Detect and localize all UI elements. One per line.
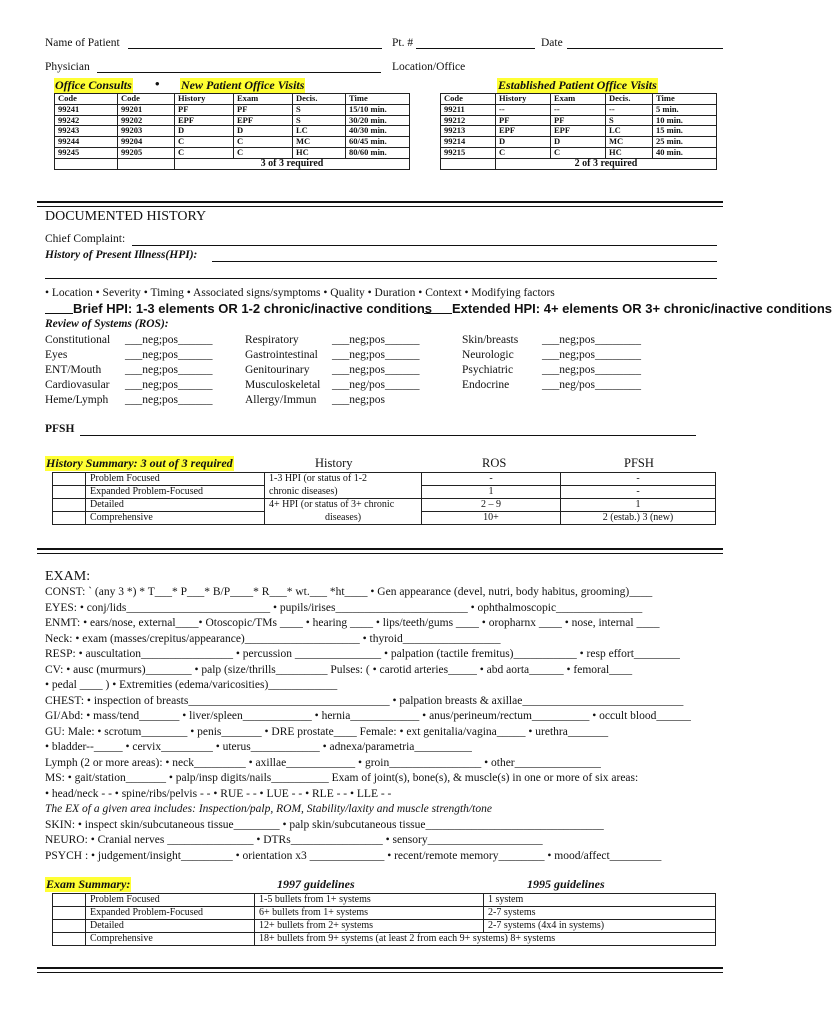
table-row <box>441 147 717 158</box>
cell: 60/45 min. <box>346 137 410 148</box>
cell: HC <box>606 147 653 158</box>
table-header-cell: History <box>496 94 551 105</box>
exam-line-lymph: Lymph (2 or more areas): • neck_________ • axillae____________ • groin________________ • other_______________ <box>45 756 601 769</box>
pfsh-field[interactable] <box>80 435 696 436</box>
physician-label: Physician <box>45 61 90 73</box>
table-row <box>53 486 716 499</box>
cell <box>118 158 175 169</box>
cell <box>53 512 86 525</box>
cell: LC <box>606 126 653 137</box>
table-row <box>55 137 410 148</box>
cell: MC <box>293 137 346 148</box>
cell: 99242 <box>55 115 118 126</box>
ros-column-3 <box>462 333 641 393</box>
table-header-cell: Code <box>441 94 496 105</box>
exam-line-cv: CV: • ausc (murmurs)________ • palp (size/thrills_________ Pulses: ( • carotid arteries_____ • abd aorta______ • femoral____ <box>45 663 633 676</box>
cell: EPF <box>551 126 606 137</box>
new-patient-code-table <box>54 93 410 170</box>
guidelines-1997-header: 1997 guidelines <box>277 877 355 891</box>
cell: 2-7 systems <box>484 907 716 920</box>
cell: 18+ bullets from 9+ systems (at least 2 from each 9+ systems) 8+ systems <box>255 933 716 946</box>
table-header-cell: Exam <box>551 94 606 105</box>
cell: C <box>175 137 234 148</box>
ros-item: Neurologic ___neg;pos________ <box>462 349 642 361</box>
cell: 15/10 min. <box>346 104 410 115</box>
cell: -- <box>606 104 653 115</box>
cell: - <box>561 486 716 499</box>
table-row <box>55 147 410 158</box>
exam-line-gu-2: • bladder--_____ • cervix_________ • uterus____________ • adnexa/parametria__________ <box>45 741 472 753</box>
cell <box>53 933 86 946</box>
cell: Comprehensive <box>86 933 255 946</box>
ros-item: ENT/Mouth ___neg;pos______ <box>45 364 213 376</box>
cell: 99202 <box>118 115 175 126</box>
ros-item: Heme/Lymph ___neg;pos______ <box>45 394 213 406</box>
cell: EPF <box>175 115 234 126</box>
cell: D <box>175 126 234 137</box>
table-row <box>55 126 410 137</box>
cell: MC <box>606 137 653 148</box>
cell: -- <box>496 104 551 115</box>
ros-item: Skin/breasts ___neg;pos________ <box>462 334 642 346</box>
physician-field[interactable] <box>97 72 381 73</box>
table-header-cell: Decis. <box>293 94 346 105</box>
table-row <box>53 907 716 920</box>
bullet-icon: • <box>155 76 160 91</box>
cell: D <box>496 137 551 148</box>
table-row <box>441 158 717 169</box>
exam-summary-title: Exam Summary: <box>46 877 131 891</box>
table-row <box>53 499 716 512</box>
cell: 5 min. <box>653 104 717 115</box>
exam-line-psych: PSYCH : • judgement/insight_________ • orientation x3 _____________ • recent/remote memory________ • mood/affect_________ <box>45 849 662 862</box>
cell <box>55 158 118 169</box>
exam-line-enmt: ENMT: • ears/nose, external____• Otoscopic/TMs ____ • hearing ____ • lips/teeth/gums ____ • oropharnx ____ • nose, internal ____ <box>45 617 660 629</box>
patient-name-label: Name of Patient <box>45 37 120 49</box>
chief-complaint-field[interactable] <box>132 245 717 246</box>
pt-number-field[interactable] <box>416 48 535 49</box>
exam-line-neck: Neck: • exam (masses/crepitus/appearance)____________________ • thyroid_________________ <box>45 632 501 645</box>
table-header-cell: Exam <box>234 94 293 105</box>
cell: C <box>175 147 234 158</box>
cell: 2 – 9 <box>422 499 561 512</box>
cell: Comprehensive <box>86 512 265 525</box>
exam-line-neuro: NEURO: • Cranial nerves _______________ • DTRs________________ • sensory____________________ <box>45 834 543 846</box>
cell: 99243 <box>55 126 118 137</box>
exam-line-ms: MS: • gait/station_______ • palp/insp digits/nails__________ Exam of joint(s), bone(s), & muscle(s) in one or more of six areas: <box>45 772 639 784</box>
cell: PF <box>496 115 551 126</box>
table-row <box>55 158 410 169</box>
cell: HC <box>293 147 346 158</box>
exam-title: EXAM: <box>45 569 91 584</box>
section-divider <box>37 548 723 554</box>
cell: Expanded Problem-Focused <box>86 486 265 499</box>
ros-item: Gastrointestinal ___neg;pos______ <box>245 349 420 361</box>
exam-line-skin: SKIN: • inspect skin/subcutaneous tissue________ • palp skin/subcutaneous tissue_______________________________ <box>45 818 604 831</box>
exam-line-resp: RESP: • auscultation________________ • percussion _______________ • palpation (tactile fremitus)___________ • resp effort________ <box>45 648 680 660</box>
cell: - <box>561 473 716 486</box>
table-row <box>53 894 716 907</box>
cell: 25 min. <box>653 137 717 148</box>
table-header-cell: Time <box>346 94 410 105</box>
table-row <box>441 137 717 148</box>
table-row <box>53 933 716 946</box>
history-column-header: History <box>315 456 353 470</box>
ros-item: Psychiatric ___neg;pos________ <box>462 364 642 376</box>
hpi-field[interactable] <box>212 261 717 262</box>
pfsh-label: PFSH <box>45 423 75 435</box>
cell: -- <box>551 104 606 115</box>
cell: S <box>293 115 346 126</box>
cell: D <box>551 137 606 148</box>
table-header-cell: Code <box>118 94 175 105</box>
exam-lines <box>45 585 691 864</box>
cell: 30/20 min. <box>346 115 410 126</box>
cell <box>53 907 86 920</box>
pt-number-label: Pt. # <box>392 37 414 49</box>
cell: 99213 <box>441 126 496 137</box>
cell: - <box>422 473 561 486</box>
table-header-cell: Time <box>653 94 717 105</box>
cell: Detailed <box>86 920 255 933</box>
table-row <box>53 920 716 933</box>
pfsh-column-header: PFSH <box>624 456 654 470</box>
ros-item: Endocrine ___neg/pos________ <box>462 379 642 391</box>
table-row <box>441 126 717 137</box>
exam-line-const: CONST: ` (any 3 *) * T___* P___* B/P____* R___* wt.___ *ht____ • Gen appearance (devel, nutri, body habitus, grooming)____ <box>45 586 653 598</box>
cell: Problem Focused <box>86 894 255 907</box>
ros-item: Constitutional ___neg;pos______ <box>45 334 213 346</box>
cell: 99244 <box>55 137 118 148</box>
chief-complaint-label: Chief Complaint: <box>45 233 126 245</box>
cell: 10 min. <box>653 115 717 126</box>
ros-column-header: ROS <box>482 456 507 470</box>
table-header-row <box>55 94 410 105</box>
cell: 99215 <box>441 147 496 158</box>
history-summary-table <box>52 472 716 525</box>
cell <box>53 486 86 499</box>
ros-item: Allergy/Immun ___neg;pos <box>245 394 386 406</box>
cell: 40/30 min. <box>346 126 410 137</box>
hpi-label: History of Present Illness(HPI): <box>45 249 198 261</box>
location-label: Location/Office <box>392 61 466 73</box>
table-row <box>441 104 717 115</box>
cell: LC <box>293 126 346 137</box>
cell: C <box>551 147 606 158</box>
cell: 99212 <box>441 115 496 126</box>
new-patient-title: New Patient Office Visits <box>181 78 305 92</box>
cell: 1-5 bullets from 1+ systems <box>255 894 484 907</box>
section-divider <box>37 201 723 207</box>
ros-item: Musculoskeletal ___neg/pos______ <box>245 379 420 391</box>
ros-column-2 <box>245 333 420 408</box>
table-row <box>441 115 717 126</box>
cell: PF <box>551 115 606 126</box>
office-consults-title: Office Consults <box>55 78 132 92</box>
cell: chronic diseases) <box>265 486 422 499</box>
established-patient-code-table <box>440 93 717 170</box>
cell <box>53 499 86 512</box>
exam-line-gu: GU: Male: • scrotum________ • penis_______ • DRE prostate____ Female: • ext genitalia/vagina_____ • urethra_______ <box>45 725 609 738</box>
cell: C <box>496 147 551 158</box>
cell: 4+ HPI (or status of 3+ chronic <box>265 499 422 512</box>
cell: 6+ bullets from 1+ systems <box>255 907 484 920</box>
table-header-cell: Decis. <box>606 94 653 105</box>
cell: 99201 <box>118 104 175 115</box>
cell: Detailed <box>86 499 265 512</box>
exam-line-eyes: EYES: • conj/lids_________________________ • pupils/irises_______________________ • ophthalmoscopic_______________ <box>45 601 643 614</box>
cell: 10+ <box>422 512 561 525</box>
hpi-field-line-2[interactable] <box>45 278 717 279</box>
table-header-row <box>441 94 717 105</box>
cell: 99211 <box>441 104 496 115</box>
cell <box>441 158 496 169</box>
ros-label: Review of Systems (ROS): <box>45 318 169 330</box>
brief-hpi-label: Brief HPI: 1-3 elements OR 1-2 chronic/inactive conditions <box>73 301 433 316</box>
cell: 15 min. <box>653 126 717 137</box>
ros-item: Genitourinary ___neg;pos______ <box>245 364 420 376</box>
section-divider <box>37 967 723 973</box>
cell: 99214 <box>441 137 496 148</box>
cell: 1 <box>422 486 561 499</box>
cell: Problem Focused <box>86 473 265 486</box>
cell: EPF <box>496 126 551 137</box>
ros-column-1 <box>45 333 213 408</box>
cell: 99205 <box>118 147 175 158</box>
exam-summary-table <box>52 893 716 946</box>
required-note: 2 of 3 required <box>496 158 717 169</box>
cell: 1 system <box>484 894 716 907</box>
exam-line-ms-note: The EX of a given area includes: Inspection/palp, ROM, Stability/laxity and muscle strength/tone <box>45 803 492 815</box>
cell: S <box>293 104 346 115</box>
cell: 99203 <box>118 126 175 137</box>
cell: Expanded Problem-Focused <box>86 907 255 920</box>
cell: 99245 <box>55 147 118 158</box>
cell: 2-7 systems (4x4 in systems) <box>484 920 716 933</box>
cell <box>53 473 86 486</box>
cell: S <box>606 115 653 126</box>
cell: C <box>234 147 293 158</box>
cell: 1 <box>561 499 716 512</box>
table-header-cell: History <box>175 94 234 105</box>
guidelines-1995-header: 1995 guidelines <box>527 877 605 891</box>
table-row <box>55 104 410 115</box>
cell: 1-3 HPI (or status of 1-2 <box>265 473 422 486</box>
cell: EPF <box>234 115 293 126</box>
exam-line-chest: CHEST: • inspection of breasts___________________________________ • palpation breasts & axillae____________________________ <box>45 694 684 707</box>
documented-history-title: DOCUMENTED HISTORY <box>45 209 207 224</box>
table-row <box>53 473 716 486</box>
required-note: 3 of 3 required <box>175 158 410 169</box>
ros-item: Eyes ___neg;pos______ <box>45 349 213 361</box>
cell: 12+ bullets from 2+ systems <box>255 920 484 933</box>
cell: D <box>234 126 293 137</box>
table-header-cell: Code <box>55 94 118 105</box>
hpi-elements: • Location • Severity • Timing • Associated signs/symptoms • Quality • Duration • Context • Modifying factors <box>45 287 555 299</box>
cell: 80/60 min. <box>346 147 410 158</box>
exam-line-ms-2: • head/neck - - • spine/ribs/pelvis - - • RUE - - • LUE - - • RLE - - • LLE - - <box>45 787 392 800</box>
date-field[interactable] <box>567 48 723 49</box>
cell: C <box>234 137 293 148</box>
ros-item: Respiratory ___neg;pos______ <box>245 334 420 346</box>
patient-name-field[interactable] <box>128 48 382 49</box>
table-row <box>55 115 410 126</box>
cell: 99241 <box>55 104 118 115</box>
cell: 2 (estab.) 3 (new) <box>561 512 716 525</box>
exam-line-gi: GI/Abd: • mass/tend_______ • liver/spleen____________ • hernia____________ • anus/perineum/rectum__________ • occult blood______ <box>45 710 691 722</box>
cell: PF <box>175 104 234 115</box>
extended-hpi-label: Extended HPI: 4+ elements OR 3+ chronic/inactive conditions <box>452 301 832 316</box>
ros-item: Cardiovasular ___neg;pos______ <box>45 379 213 391</box>
history-summary-title: History Summary: 3 out of 3 required <box>46 456 233 470</box>
date-label: Date <box>541 37 563 49</box>
table-row <box>53 512 716 525</box>
brief-hpi-checkbox[interactable] <box>45 313 73 314</box>
extended-hpi-checkbox[interactable] <box>424 313 452 314</box>
cell: 99204 <box>118 137 175 148</box>
cell <box>53 894 86 907</box>
established-patient-title: Established Patient Office Visits <box>498 78 657 92</box>
cell: 40 min. <box>653 147 717 158</box>
cell: diseases) <box>265 512 422 525</box>
cell: PF <box>234 104 293 115</box>
cell <box>53 920 86 933</box>
exam-line-cv-2: • pedal ____ ) • Extremities (edema/varicosities)____________ <box>45 679 338 691</box>
